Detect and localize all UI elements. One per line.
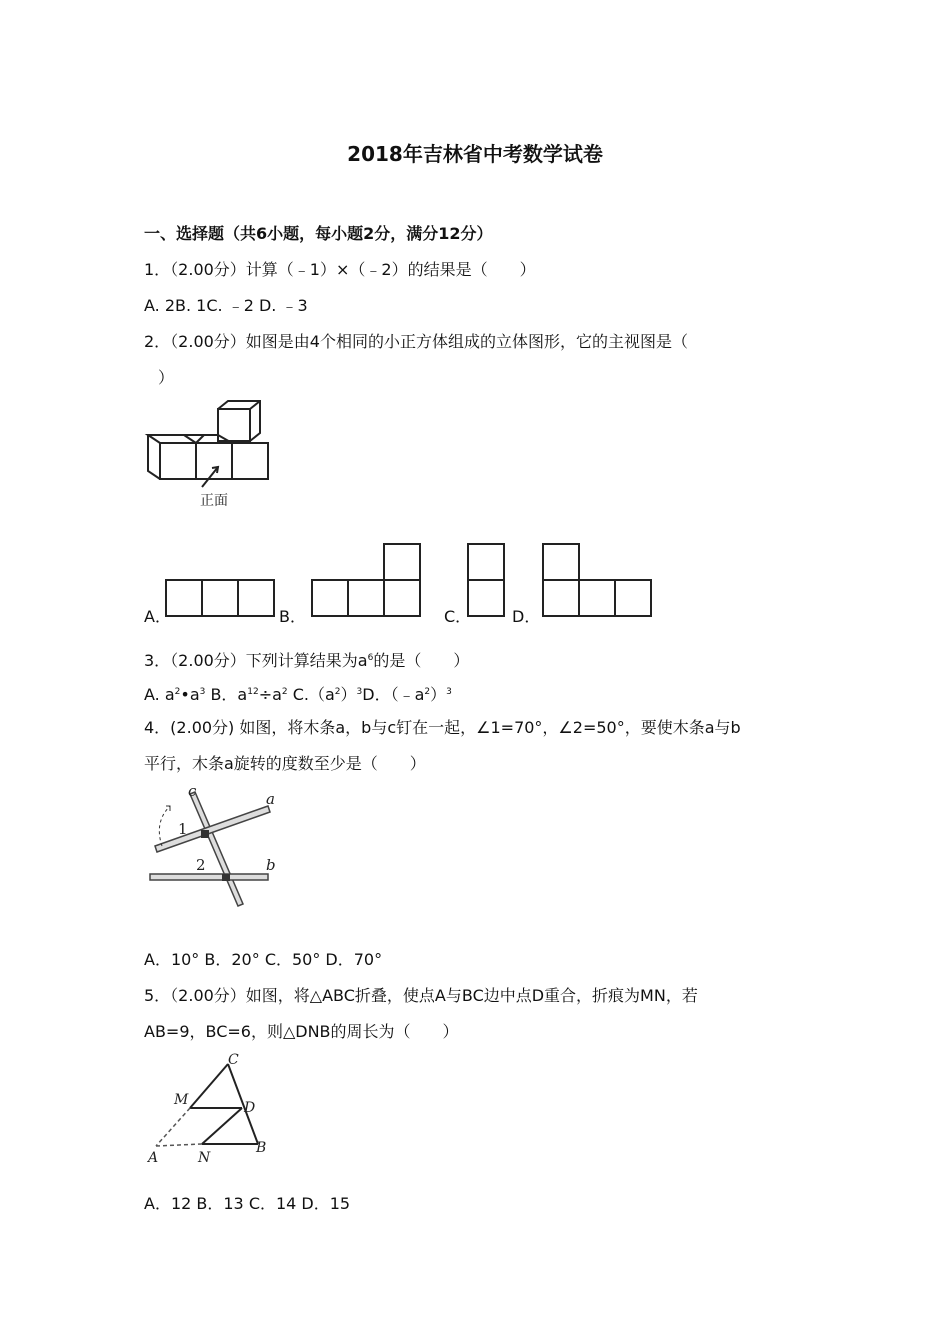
- q3-b4: 2: [281, 687, 288, 697]
- section-heading: 一、选择题（共6小题，每小题2分，满分12分）: [144, 224, 493, 243]
- q3-c2: 2: [334, 687, 341, 697]
- q3-c1: C.（a: [287, 685, 335, 704]
- exam-title: 2018年吉林省中考数学试卷: [347, 142, 603, 166]
- question-5-stem-cont: AB=9，BC=6，则△DNB的周长为（ ）: [144, 1022, 459, 1041]
- nail-2: [222, 874, 230, 881]
- question-4-stem-cont: 平行，木条a旋转的度数至少是（ ）: [144, 754, 426, 773]
- q2-option-c-figure: [466, 542, 506, 618]
- q2-option-d-figure: [541, 542, 653, 618]
- q3-stem-pre: 3．（2.00分）下列计算结果为a: [144, 651, 368, 670]
- q3-c3: ）: [340, 685, 357, 704]
- question-4-options: A．10° B．20° C．50° D．70°: [144, 950, 383, 969]
- label-a: a: [266, 790, 275, 808]
- label-c: c: [188, 784, 197, 800]
- wooden-sticks-figure: [140, 784, 290, 914]
- label-angle-2: 2: [196, 856, 206, 874]
- q3-stem-post: 的是（ ）: [373, 651, 470, 670]
- q3-d3: ）: [430, 685, 447, 704]
- q3-b1: B．a: [205, 685, 248, 704]
- q2-option-b-figure: [310, 542, 422, 618]
- label-C: C: [228, 1052, 239, 1068]
- label-N: N: [198, 1150, 211, 1166]
- label-b: b: [266, 856, 276, 874]
- q3-a1: A. a: [144, 685, 175, 704]
- question-5-stem: 5．（2.00分）如图，将△ABC折叠，使点A与BC边中点D重合，折痕为MN，若: [144, 986, 698, 1005]
- q3-d1: D．（﹣a: [362, 685, 425, 704]
- q2-option-c-label: C．: [444, 607, 472, 626]
- label-angle-1: 1: [178, 820, 188, 838]
- question-3-options: [144, 682, 452, 705]
- question-1-stem: 1．（2.00分）计算（﹣1）×（﹣2）的结果是（ ）: [144, 260, 536, 279]
- question-2-stem: 2．（2.00分）如图是由4个相同的小正方体组成的立体图形，它的主视图是（: [144, 332, 688, 351]
- label-A: A: [148, 1150, 159, 1166]
- label-B: B: [256, 1140, 267, 1156]
- question-4-stem: 4．(2.00分) 如图，将木条a，b与c钉在一起，∠1=70°，∠2=50°，要使木条a与b: [144, 718, 741, 737]
- q3-a4: 3: [199, 687, 206, 697]
- q2-option-d-label: D．: [512, 607, 541, 626]
- front-label: 正面: [200, 493, 228, 509]
- question-1-options: A. 2B. 1C. ﹣2 D. ﹣3: [144, 296, 308, 315]
- label-D: D: [244, 1100, 256, 1116]
- q2-option-a-label: A．: [144, 607, 171, 626]
- question-5-options: A．12 B．13 C．14 D．15: [144, 1194, 351, 1213]
- q3-d4: 3: [446, 687, 452, 697]
- cube-solid-figure: [140, 395, 280, 515]
- question-3-stem: [144, 648, 469, 671]
- q2-option-a-figure: [164, 578, 276, 618]
- q3-a2: 2: [174, 687, 181, 697]
- triangle-fold-figure: [140, 1052, 280, 1172]
- question-2-stem-cont: ）: [158, 368, 175, 387]
- q3-a3: •a: [180, 685, 200, 704]
- q3-d2: 2: [424, 687, 431, 697]
- q2-option-b-label: B．: [279, 607, 306, 626]
- q3-b3: ÷a: [258, 685, 282, 704]
- label-M: M: [174, 1092, 189, 1108]
- q3-b2: 12: [247, 687, 259, 697]
- q3-c4: 3: [356, 687, 363, 697]
- nail-1: [201, 830, 209, 838]
- q3-stem-sup: 6: [367, 653, 374, 663]
